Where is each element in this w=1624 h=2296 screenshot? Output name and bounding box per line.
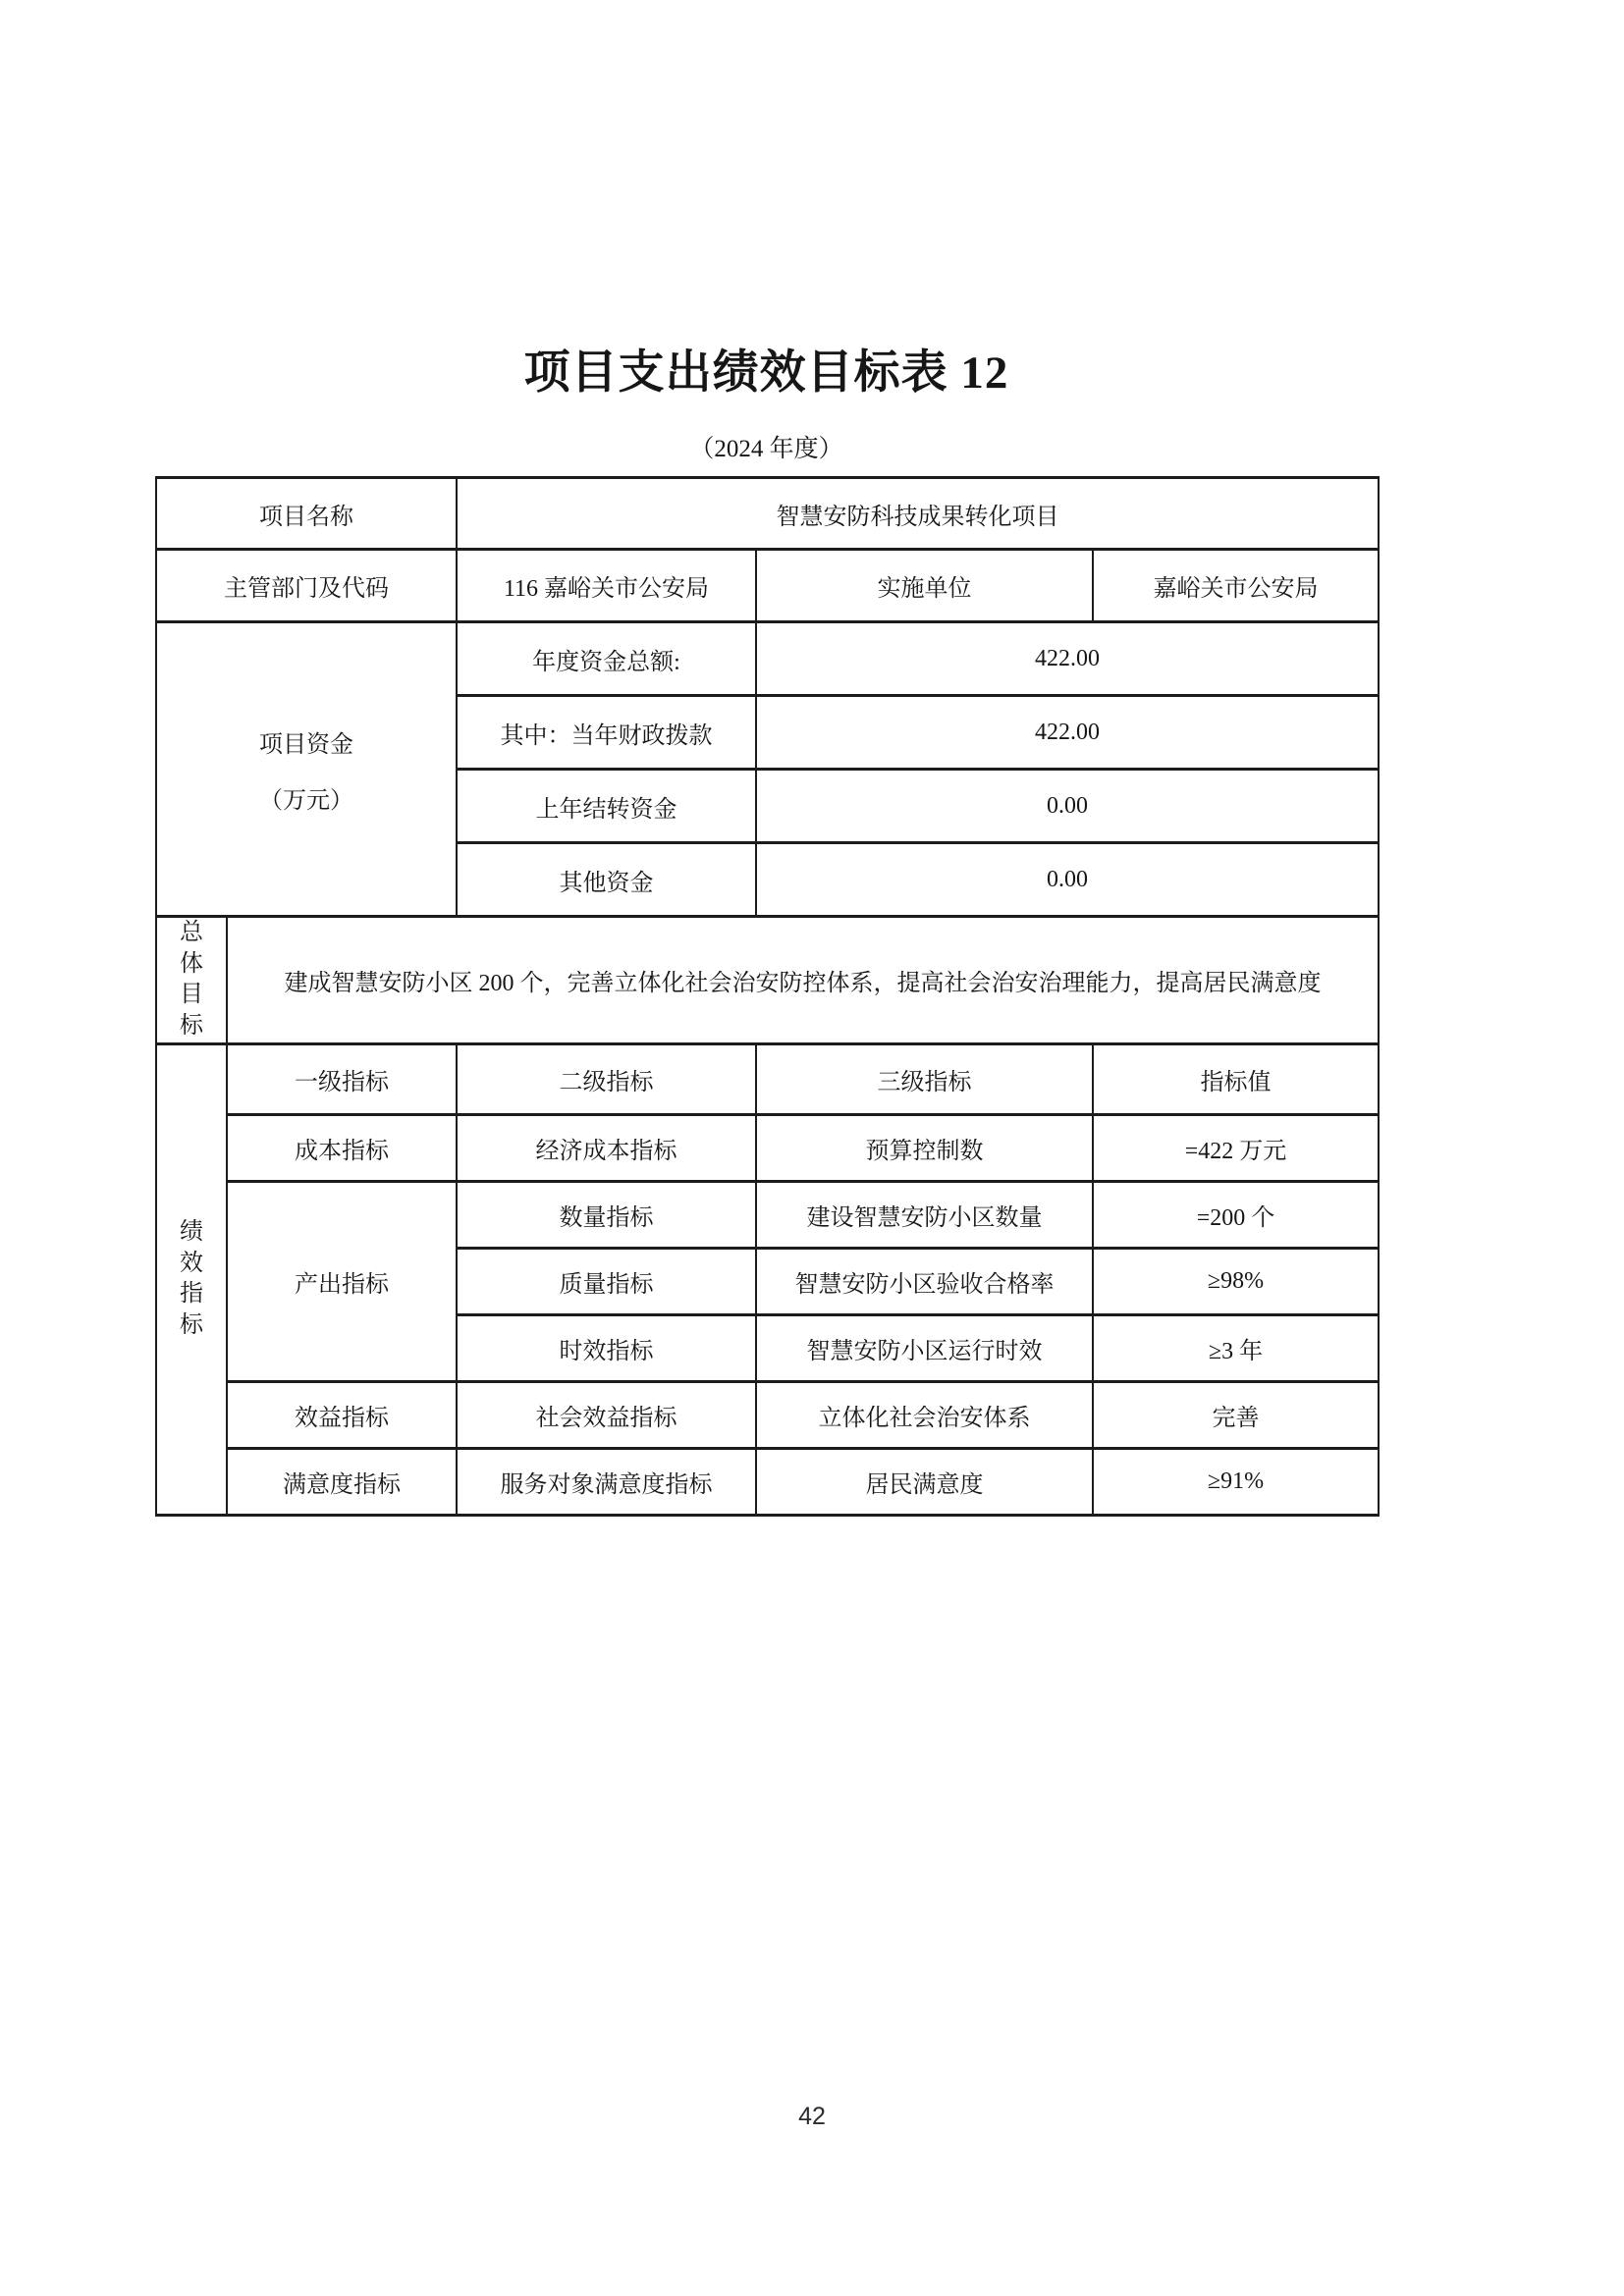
perf-level1-cell: 满意度指标: [227, 1448, 457, 1515]
table-row: [156, 1114, 1379, 1181]
perf-level3-cell: 智慧安防小区验收合格率: [756, 1248, 1093, 1314]
table-row: [156, 622, 1379, 696]
perf-level3-cell: 预算控制数: [756, 1114, 1093, 1181]
perf-level2-cell: 经济成本指标: [457, 1114, 756, 1181]
department-code-value: 116 嘉峪关市公安局: [457, 550, 756, 622]
perf-level2-cell: 时效指标: [457, 1314, 756, 1381]
funds-row-value: 422.00: [756, 696, 1379, 770]
perf-header-level2: 二级指标: [457, 1043, 756, 1114]
perf-value-cell: =422 万元: [1093, 1114, 1379, 1181]
perf-value-cell: =200 个: [1093, 1181, 1379, 1248]
perf-header-level3: 三级指标: [756, 1043, 1093, 1114]
impl-unit-label: 实施单位: [756, 550, 1093, 622]
page-subtitle: （2024 年度）: [689, 436, 843, 462]
project-name-label: 项目名称: [156, 478, 457, 550]
performance-section-label: [156, 1043, 227, 1515]
perf-value-cell: 完善: [1093, 1381, 1379, 1448]
table-row: [156, 1181, 1379, 1248]
overall-goal-text: 建成智慧安防小区 200 个，完善立体化社会治安防控体系，提高社会治安治理能力，提高居民满意度: [227, 917, 1379, 1044]
perf-level2-cell: 社会效益指标: [457, 1381, 756, 1448]
perf-level3-cell: 智慧安防小区运行时效: [756, 1314, 1093, 1381]
perf-value-cell: ≥98%: [1093, 1248, 1379, 1314]
perf-level1-cell: 产出指标: [227, 1181, 457, 1381]
table-row: [156, 917, 1379, 1044]
table-row: [156, 1043, 1379, 1114]
overall-goal-label: [156, 917, 227, 1044]
perf-header-level1: 一级指标: [227, 1043, 457, 1114]
perf-level2-cell: 质量指标: [457, 1248, 756, 1314]
page-number: 42: [798, 2103, 826, 2130]
perf-level3-cell: 居民满意度: [756, 1448, 1093, 1515]
funds-row-value: 0.00: [756, 843, 1379, 917]
funds-row-label: 年度资金总额:: [457, 622, 756, 696]
funds-row-value: 0.00: [756, 770, 1379, 843]
perf-level2-cell: 数量指标: [457, 1181, 756, 1248]
funds-row-label: 其中：当年财政拨款: [457, 696, 756, 770]
perf-level2-cell: 服务对象满意度指标: [457, 1448, 756, 1515]
perf-value-cell: ≥91%: [1093, 1448, 1379, 1515]
table-row: [156, 550, 1379, 622]
funds-row-label: 其他资金: [457, 843, 756, 917]
perf-value-cell: ≥3 年: [1093, 1314, 1379, 1381]
project-name-value: 智慧安防科技成果转化项目: [457, 478, 1379, 550]
overall-goal-label-text: 总体目标: [180, 920, 203, 1040]
perf-level3-cell: 建设智慧安防小区数量: [756, 1181, 1093, 1248]
funds-row-label: 上年结转资金: [457, 770, 756, 843]
funds-label-line1: 项目资金: [259, 731, 353, 758]
performance-target-table: [155, 476, 1380, 1517]
funds-label-line2: （万元）: [259, 787, 353, 814]
funds-row-value: 422.00: [756, 622, 1379, 696]
perf-level1-cell: 效益指标: [227, 1381, 457, 1448]
table-row: [156, 478, 1379, 550]
perf-level3-cell: 立体化社会治安体系: [756, 1381, 1093, 1448]
table-row: [156, 1381, 1379, 1448]
perf-header-value: 指标值: [1093, 1043, 1379, 1114]
department-label: 主管部门及代码: [156, 550, 457, 622]
funds-label: [156, 622, 457, 917]
perf-level1-cell: 成本指标: [227, 1114, 457, 1181]
performance-section-label-text: 绩效指标: [180, 1218, 203, 1338]
table-row: [156, 1448, 1379, 1515]
page-title: 项目支出绩效目标表 12: [523, 347, 1009, 399]
impl-unit-value: 嘉峪关市公安局: [1093, 550, 1379, 622]
